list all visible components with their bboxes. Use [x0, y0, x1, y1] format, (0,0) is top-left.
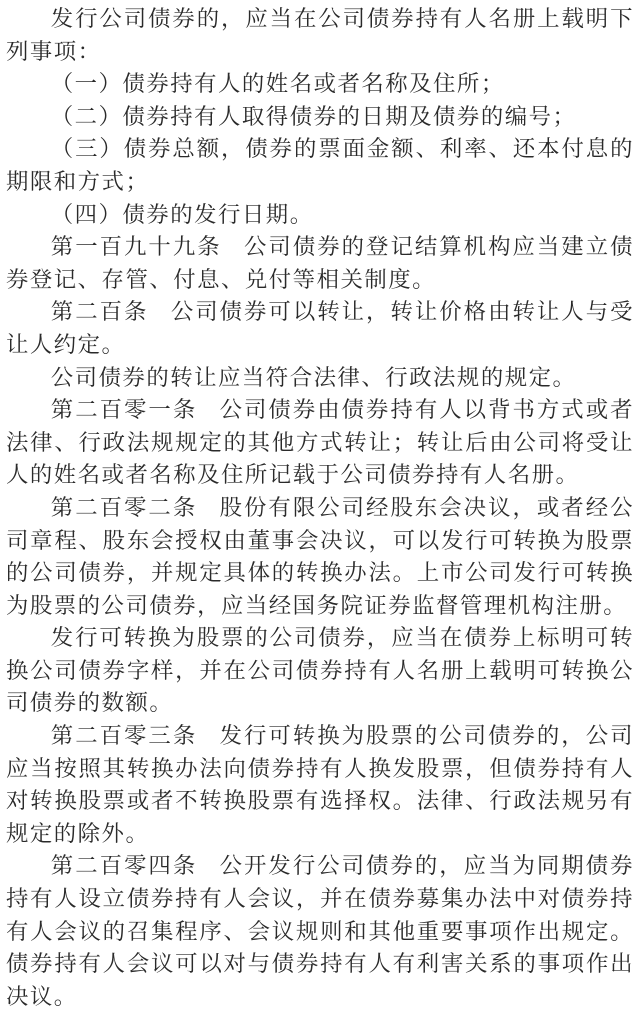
article-number: 第二百零二条 — [50, 494, 198, 521]
article-number: 第二百零一条 — [50, 397, 198, 424]
article-number: 第二百零三条 — [50, 723, 198, 750]
article-number: 第一百九十九条 — [50, 234, 222, 261]
article-201 — [6, 394, 634, 492]
article-number: 第二百条 — [50, 299, 149, 326]
article-text: 股份有限公司经股东会决议，或者经公司章程、股东会授权由董事会决议，可以发行可转换为股票的公司债券，并规定具体的转换办法。上市公司发行可转换为股票的公司债券，应当经国务院证券监督管理机构注册。 — [6, 494, 635, 619]
paragraph-text: 发行公司债券的，应当在公司债券持有人名册上载明下列事项： — [6, 6, 634, 65]
paragraph-item-4 — [6, 199, 634, 232]
paragraph-item-3 — [6, 133, 634, 198]
paragraph-text: （二）债券持有人取得债券的日期及债券的编号； — [50, 103, 577, 130]
article-199 — [6, 231, 634, 296]
article-203 — [6, 720, 634, 850]
article-202 — [6, 492, 634, 622]
article-204 — [6, 850, 634, 1013]
article-200 — [6, 296, 634, 361]
article-number: 第二百零四条 — [50, 853, 198, 880]
article-text: 公司债券由债券持有人以背书方式或者法律、行政法规规定的其他方式转让；转让后由公司将受让人的姓名或者名称及住所记载于公司债券持有人名册。 — [6, 397, 635, 489]
paragraph-article-200-2 — [6, 362, 634, 395]
article-text: 发行可转换为股票的公司债券的，公司应当按照其转换办法向债券持有人换发股票，但债券持有人对转换股票或者不转换股票有选择权。法律、行政法规另有规定的除外。 — [6, 723, 635, 847]
paragraph-item-1 — [6, 68, 634, 101]
paragraph-text: （一）债券持有人的姓名或者名称及住所； — [50, 71, 505, 98]
article-text: 公司债券可以转让，转让价格由转让人与受让人约定。 — [6, 299, 635, 358]
paragraph-article-202-2 — [6, 622, 634, 720]
paragraph-text: （四）债券的发行日期。 — [50, 201, 314, 228]
paragraph-text: 公司债券的转让应当符合法律、行政法规的规定。 — [50, 364, 577, 391]
paragraph-text: 发行可转换为股票的公司债券，应当在债券上标明可转换公司债券字样，并在公司债券持有人名册上载明可转换公司债券的数额。 — [6, 625, 634, 717]
paragraph-item-2 — [6, 101, 634, 134]
article-text: 公开发行公司债券的，应当为同期债券持有人设立债券持有人会议，并在债券募集办法中对债券持有人会议的召集程序、会议规则和其他重要事项作出规定。债券持有人会议可以对与债券持有人有利害关系的事项作出决议。 — [6, 853, 635, 1010]
paragraph-text: （三）债券总额，债券的票面金额、利率、还本付息的期限和方式； — [6, 136, 634, 195]
paragraph-intro — [6, 3, 634, 68]
article-text: 公司债券的登记结算机构应当建立债券登记、存管、付息、兑付等相关制度。 — [6, 234, 635, 293]
